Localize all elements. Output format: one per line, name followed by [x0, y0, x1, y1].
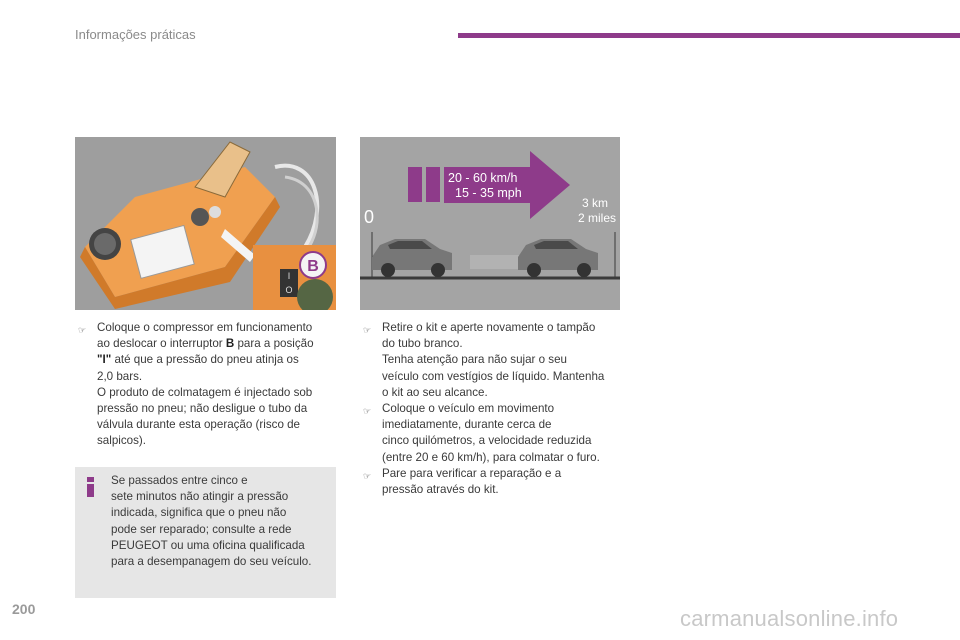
speed-mph: 15 - 35 mph	[455, 186, 522, 200]
text-line: cinco quilómetros, a velocidade reduzida	[382, 434, 592, 448]
list-item	[360, 401, 622, 466]
list-item	[360, 320, 622, 401]
pointing-hand-icon: ☞	[363, 325, 372, 335]
driving-diagram	[360, 137, 620, 310]
callout-label-b: B	[307, 258, 319, 275]
text-line: veículo com vestígios de líquido. Mantenha	[382, 369, 605, 383]
text-line: 2,0 bars.	[97, 369, 143, 383]
left-instructions	[75, 320, 337, 450]
text-line: indicada, significa que o pneu não	[111, 506, 287, 520]
distance-miles: 2 miles	[578, 211, 617, 225]
info-note-text	[111, 473, 333, 570]
list-item	[360, 466, 622, 498]
text-line: para a desempanagem do seu veículo.	[111, 555, 312, 569]
page-number: 200	[12, 601, 36, 617]
text-line: do tubo branco.	[382, 337, 463, 351]
arrow-stripe	[408, 167, 422, 202]
header-accent-bar	[458, 33, 960, 38]
text-line: salpicos).	[97, 434, 146, 448]
text-line: ao deslocar o interruptor	[97, 337, 226, 351]
arrow-stripe	[426, 167, 440, 202]
speed-kmh: 20 - 60 km/h	[448, 171, 518, 185]
text-line: Coloque o compressor em funcionamento	[97, 321, 313, 334]
position-ref: "I"	[97, 353, 112, 367]
text-line: imediatamente, durante cerca de	[382, 418, 552, 432]
driving-speed-illustration	[360, 137, 620, 310]
text-line: pode ser reparado; consulte a rede	[111, 522, 292, 536]
switch-mark-on: I	[287, 271, 291, 281]
text-line: Se passados entre cinco e	[111, 474, 248, 487]
switch-mark-off: O	[285, 285, 293, 295]
distance-km: 3 km	[582, 196, 609, 210]
text-line: PEUGEOT ou uma oficina qualificada	[111, 538, 305, 552]
compressor-kit-icon	[75, 137, 336, 310]
text-line: Retire o kit e aperte novamente o tampão	[382, 321, 596, 334]
watermark: carmanualsonline.info	[680, 606, 899, 631]
text-line: o kit ao seu alcance.	[382, 385, 488, 399]
compressor-kit-illustration	[75, 137, 336, 310]
start-marker: 0	[364, 207, 375, 227]
right-instructions	[360, 320, 622, 498]
list-item	[75, 320, 337, 450]
text-line: pressão no pneu; não desligue o tubo da	[97, 402, 308, 416]
text-line: Coloque o veículo em movimento	[382, 402, 555, 416]
text-line: sete minutos não atingir a pressão	[111, 490, 289, 504]
info-note-box	[75, 467, 336, 598]
switch-ref: B	[225, 337, 235, 351]
text-line: válvula durante esta operação (risco de	[97, 418, 301, 432]
section-title: Informações práticas	[75, 27, 196, 42]
pointing-hand-icon: ☞	[78, 325, 87, 335]
text-line: O produto de colmatagem é injectado sob	[97, 385, 313, 399]
info-icon	[85, 477, 96, 497]
pointing-hand-icon: ☞	[363, 470, 372, 481]
text-line: para a posição	[234, 337, 314, 351]
pointing-hand-icon: ☞	[363, 406, 372, 417]
text-line: Tenha atenção para não sujar o seu	[382, 353, 567, 367]
text-line: até que a pressão do pneu atinja os	[111, 353, 299, 367]
text-line: pressão através do kit.	[382, 483, 499, 497]
text-line: (entre 20 e 60 km/h), para colmatar o furo.	[382, 450, 600, 464]
text-line: Pare para verificar a reparação e a	[382, 466, 562, 480]
